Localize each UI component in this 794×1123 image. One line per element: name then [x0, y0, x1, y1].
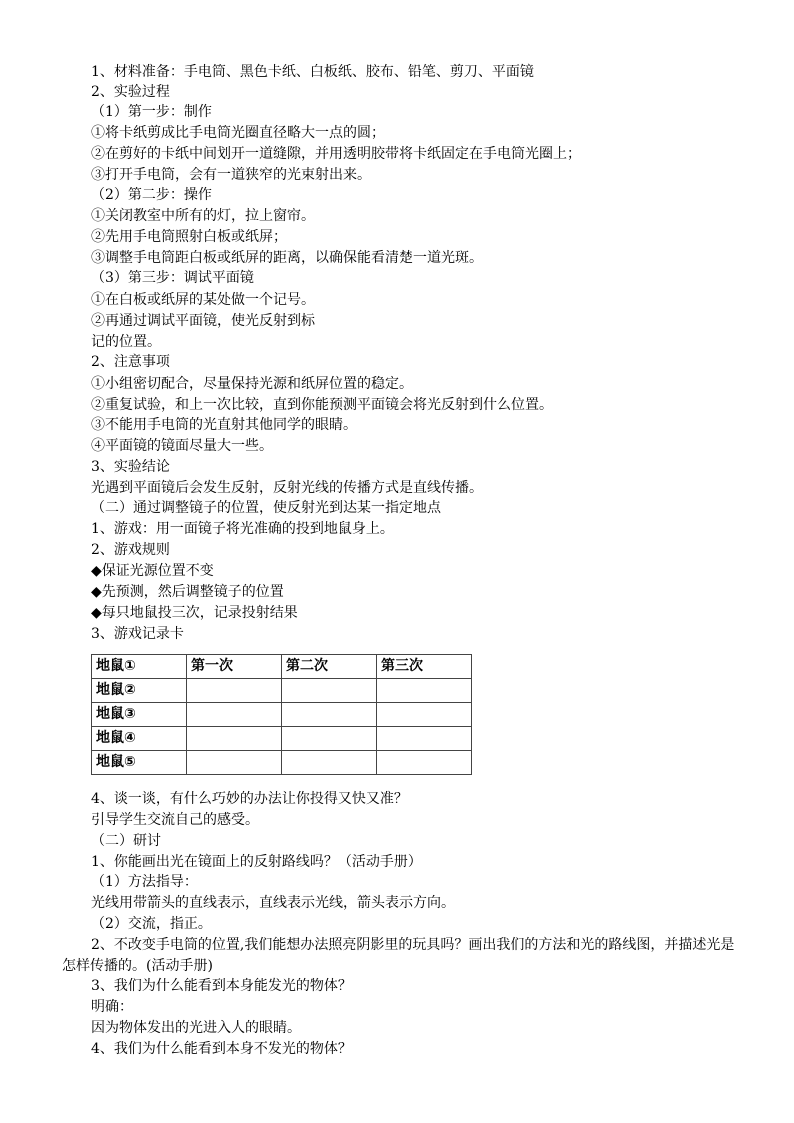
- table-cell: [282, 703, 377, 727]
- answer-label: 明确：: [91, 999, 133, 1015]
- step-item: ③打开手电筒，会有一道狭窄的光束射出来。: [91, 167, 371, 183]
- table-cell: [187, 751, 282, 775]
- note-item: ①小组密切配合，尽量保持光源和纸屏位置的稳定。: [91, 376, 413, 392]
- table-row: [92, 703, 472, 727]
- table-cell: [187, 703, 282, 727]
- answer-text: 因为物体发出的光进入人的眼睛。: [91, 1020, 301, 1036]
- rule-item: ◆保证光源位置不变: [91, 563, 214, 579]
- step-heading: （2）第二步：操作: [91, 187, 212, 203]
- step-item: ①关闭教室中所有的灯，拉上窗帘。: [91, 208, 315, 224]
- rule-item: ◆先预测，然后调整镜子的位置: [91, 584, 284, 600]
- section-heading: 3、游戏记录卡: [91, 626, 184, 642]
- question-paragraph: 2、不改变手电筒的位置,我们能想办法照亮阴影里的玩具吗？画出我们的方法和光的路线图，并描述光是怎样传播的。(活动手册): [62, 937, 735, 974]
- table-cell: [282, 751, 377, 775]
- table-header-row: [92, 655, 472, 679]
- step-item: ②在剪好的卡纸中间划开一道缝隙，并用透明胶带将卡纸固定在手电筒光圈上；: [91, 146, 581, 162]
- table-cell: 地鼠①: [92, 655, 187, 679]
- step-heading: （1）方法指导：: [91, 874, 198, 890]
- question-line: 1、你能画出光在镜面上的反射路线吗？（活动手册）: [91, 854, 422, 870]
- step-item: ①在白板或纸屏的某处做一个记号。: [91, 292, 315, 308]
- table-cell: 地鼠③: [92, 703, 187, 727]
- game-line: 1、游戏：用一面镜子将光准确的投到地鼠身上。: [91, 521, 394, 537]
- table-cell: [377, 751, 472, 775]
- table-cell: [377, 679, 472, 703]
- section-heading: 2、实验过程: [91, 84, 170, 100]
- step-heading: （1）第一步：制作: [91, 104, 212, 120]
- question-line: 3、我们为什么能看到本身能发光的物体？: [91, 978, 352, 994]
- table-cell: [187, 727, 282, 751]
- guidance-text: 引导学生交流自己的感受。: [91, 812, 259, 828]
- table-cell: [377, 727, 472, 751]
- step-item: ②先用手电筒照射白板或纸屏；: [91, 229, 287, 245]
- part-heading: （二）研讨: [91, 833, 161, 849]
- table-cell: 第二次: [282, 655, 377, 679]
- method-text: 光线用带箭头的直线表示，直线表示光线，箭头表示方向。: [91, 895, 455, 911]
- table-cell: 第一次: [187, 655, 282, 679]
- table-cell: 地鼠⑤: [92, 751, 187, 775]
- step-heading: （3）第三步：调试平面镜: [91, 270, 254, 286]
- table-row: [92, 727, 472, 751]
- table-cell: [187, 679, 282, 703]
- table-cell: [282, 727, 377, 751]
- step-item: ②再通过调试平面镜，使光反射到标: [91, 313, 315, 329]
- step-item-continued: 记的位置。: [91, 334, 161, 350]
- table-cell: [282, 679, 377, 703]
- note-item: ③不能用手电筒的光直射其他同学的眼睛。: [91, 417, 357, 433]
- question-line: 4、我们为什么能看到本身不发光的物体？: [91, 1041, 352, 1057]
- rule-item: ◆每只地鼠投三次，记录投射结果: [91, 605, 298, 621]
- conclusion-text: 光遇到平面镜后会发生反射，反射光线的传播方式是直线传播。: [91, 480, 483, 496]
- section-heading: 2、注意事项: [91, 354, 170, 370]
- step-item: ①将卡纸剪成比手电筒光圈直径略大一点的圆；: [91, 125, 385, 141]
- part-heading: （二）通过调整镜子的位置，使反射光到达某一指定地点: [91, 500, 441, 516]
- section-heading: 2、游戏规则: [91, 542, 170, 558]
- table-cell: 地鼠②: [92, 679, 187, 703]
- section-heading: 3、实验结论: [91, 459, 170, 475]
- table-row: [92, 679, 472, 703]
- note-item: ④平面镜的镜面尽量大一些。: [91, 438, 273, 454]
- table-cell: [377, 703, 472, 727]
- materials-line: 1、材料准备：手电筒、黑色卡纸、白板纸、胶布、铅笔、剪刀、平面镜: [91, 64, 534, 80]
- table-cell: 第三次: [377, 655, 472, 679]
- game-record-table: [91, 654, 472, 775]
- step-heading: （2）交流，指正。: [91, 916, 212, 932]
- discussion-question: 4、谈一谈，有什么巧妙的办法让你投得又快又准？: [91, 791, 408, 807]
- table-cell: 地鼠④: [92, 727, 187, 751]
- note-item: ②重复试验，和上一次比较，直到你能预测平面镜会将光反射到什么位置。: [91, 397, 553, 413]
- table-row: [92, 751, 472, 775]
- step-item: ③调整手电筒距白板或纸屏的距离，以确保能看清楚一道光斑。: [91, 250, 483, 266]
